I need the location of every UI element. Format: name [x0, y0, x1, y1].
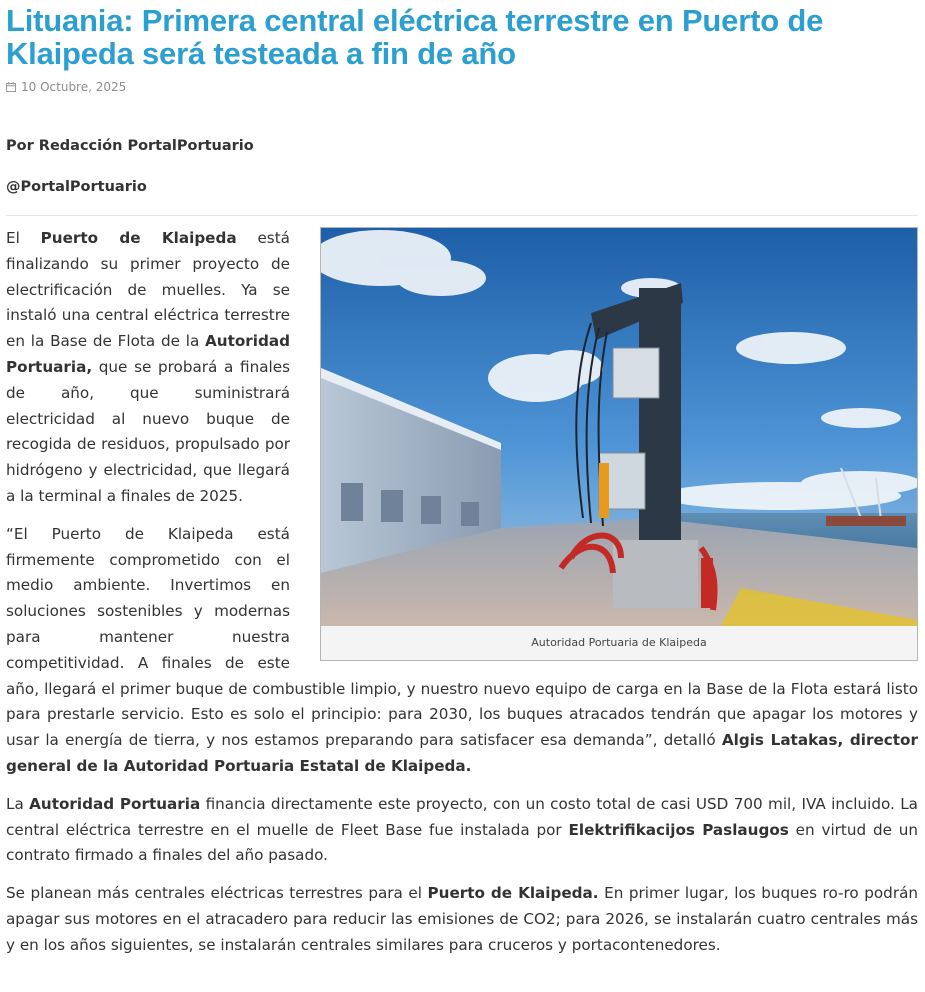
article-figure: [320, 227, 918, 661]
article-body: [6, 226, 918, 971]
author-handle: @PortalPortuario: [6, 179, 147, 195]
paragraph-1: El Puerto de Klaipeda está finalizando su primer proyecto de electrificación de muelles. Ya se instaló una central eléctrica terrestre en la Base de Flota de la Autoridad Portuaria, que se probará a finales de año, que suministrará electricidad al nuevo buque de recogida de residuos, propulsado por hidrógeno y electricidad, que llegará a la terminal a finales de 2025.: [6, 229, 290, 505]
calendar-icon: [6, 82, 16, 92]
author-byline: Por Redacción PortalPortuario: [6, 138, 254, 154]
header-divider: [6, 215, 918, 216]
publish-date: [6, 79, 126, 95]
paragraph-2: “El Puerto de Klaipeda está firmemente comprometido con el medio ambiente. Invertimos en soluciones sostenibles y modernas para mantener nuestra competitividad. A finales de este año, llegará el primer buque de combustible limpio, y nuestro nuevo equipo de carga en la Base de la Flota estará listo para prestarle servicio. Esto es solo el principio: para 2030, los buques atracados tendrán que apagar los motores y usar la energía de tierra, y nos estamos preparando para satisfacer esa demanda”, detalló Algis Latakas, director general de la Autoridad Portuaria Estatal de Klaipeda.: [6, 524, 918, 775]
figure-caption: Autoridad Portuaria de Klaipeda: [531, 636, 707, 649]
port-shore-power-photo: [321, 228, 917, 626]
article-title: Lituania: Primera central eléctrica terrestre en Puerto de Klaipeda será testeada a fin de año: [6, 3, 824, 71]
publish-date-text: 10 Octubre, 2025: [21, 80, 127, 94]
paragraph-3: La Autoridad Portuaria financia directamente este proyecto, con un costo total de casi USD 700 mil, IVA incluido. La central eléctrica terrestre en el muelle de Fleet Base fue instalada por Elektrifikacijos Paslaugos en virtud de un contrato firmado a finales del año pasado.: [6, 794, 918, 865]
paragraph-4: Se planean más centrales eléctricas terrestres para el Puerto de Klaipeda. En primer lugar, los buques ro-ro podrán apagar sus motores en el atracadero para reducir las emisiones de CO2; para 2026, se instalarán cuatro centrales más y en los años siguientes, se instalarán centrales similares para cruceros y portacontenedores.: [6, 884, 918, 954]
